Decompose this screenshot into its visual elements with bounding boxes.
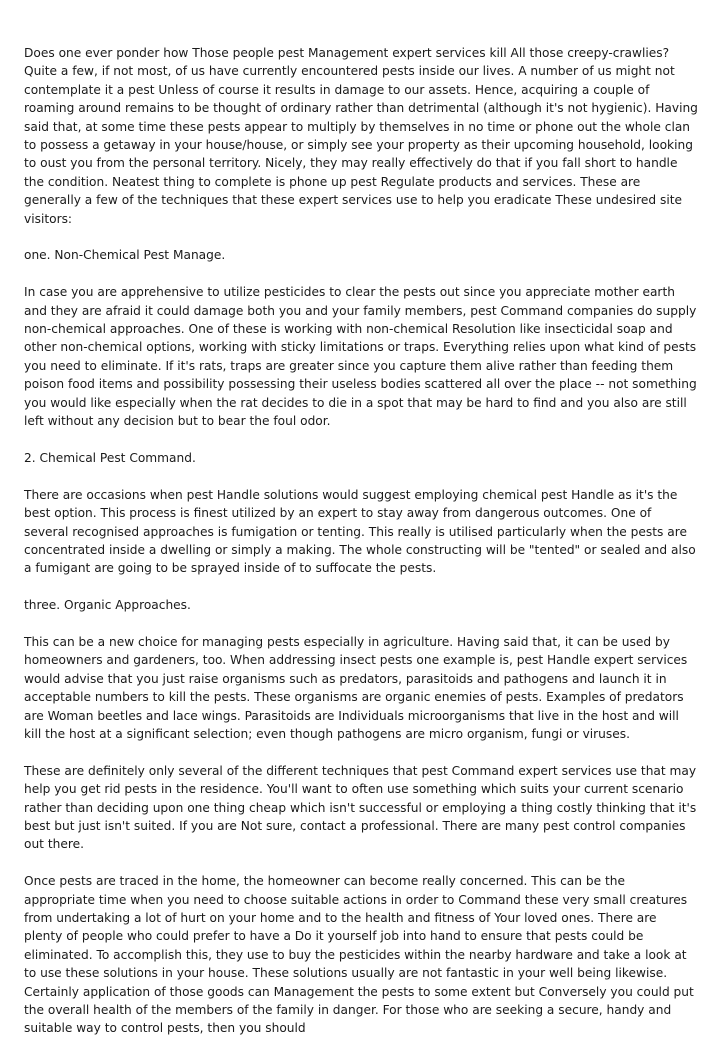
document-body xyxy=(24,44,698,1056)
section-heading-non-chemical: one. Non-Chemical Pest Manage. xyxy=(24,248,226,263)
homeowner-paragraph: Once pests are traced in the home, the homeowner can become really concerned. This can be the appropriate time when you need to choose suitable actions in order to Command these very small creatures from undertaking a lot of hurt on your home and to the health and fitness of Your loved ones. There are plenty of people who could prefer to have a Do it yourself job into hand to ensure that pests could be eliminated. To accomplish this, they use to buy the pesticides within the nearby hardware and take a look at to use these solutions in your house. These solutions usually are not fantastic in your well being likewise. Certainly application of those goods can Management the pests to some extent but Conversely you could put the overall health of the members of the family in danger. For those who are seeking a secure, handy and suitable way to control pests, then you should xyxy=(24,874,694,1036)
organic-paragraph: This can be a new choice for managing pests especially in agriculture. Having said that, it can be used by homeowners and gardeners, too. When addressing insect pests one example is, pest Handle expert services would advise that you just raise organisms such as predators, parasitoids and pathogens and launch it in acceptable numbers to kill the pests. These organisms are organic enemies of pests. Examples of predators are Woman beetles and lace wings. Parasitoids are Individuals microorganisms that live in the host and will kill the host at a significant selection; even though pathogens are micro organism, fungi or viruses. xyxy=(24,634,688,741)
summary-paragraph: These are definitely only several of the different techniques that pest Command expert services use that may help you get rid pests in the residence. You'll want to often use something which suits your current scenario rather than deciding upon one thing cheap which isn't successful or employing a thing costly thinking that it's best but just isn't suited. If you are Not sure, contact a professional. There are many pest control companies out there. xyxy=(24,763,697,852)
intro-paragraph: Does one ever ponder how Those people pest Management expert services kill All those creepy-crawlies? Quite a few, if not most, of us have currently encountered pests inside our lives. A number of us might not contemplate it a pest Unless of course it results in damage to our assets. Hence, acquiring a couple of roaming around remains to be thought of ordinary rather than detrimental (although it's not hygienic). Having said that, at some time these pests appear to multiply by themselves in no time or phone out the whole clan to possess a getaway in your house/house, or simply see your property as their upcoming household, looking to oust you from the personal territory. Nicely, they may really effectively do that if you fall short to handle the condition. Neatest thing to complete is phone up pest Regulate products and services. These are generally a few of the techniques that these expert services use to help you eradicate These undesired site visitors: xyxy=(24,46,698,226)
chemical-paragraph: There are occasions when pest Handle solutions would suggest employing chemical pest Handle as it's the best option. This process is finest utilized by an expert to stay away from dangerous outcomes. One of several recognised approaches is fumigation or tenting. This really is utilised particularly when the pests are concentrated inside a dwelling or simply a making. The whole constructing will be "tented" or sealed and also a fumigant are going to be sprayed inside of to suffocate the pests. xyxy=(24,487,696,576)
section-heading-chemical: 2. Chemical Pest Command. xyxy=(24,450,196,465)
section-heading-organic: three. Organic Approaches. xyxy=(24,598,191,613)
non-chemical-paragraph: In case you are apprehensive to utilize pesticides to clear the pests out since you appreciate mother earth and they are afraid it could damage both you and your family members, pest Command companies do supply non-chemical approaches. One of these is working with non-chemical Resolution like insecticidal soap and other non-chemical options, working with sticky limitations or traps. Everything relies upon what kind of pests you need to eliminate. If it's rats, traps are greater since you capture them alive rather than feeding them poison food items and possibility possessing their useless bodies scattered all over the place -- not something you would like especially when the rat decides to die in a spot that may be hard to find and you also are still left without any decision but to bear the foul odor. xyxy=(24,285,697,429)
